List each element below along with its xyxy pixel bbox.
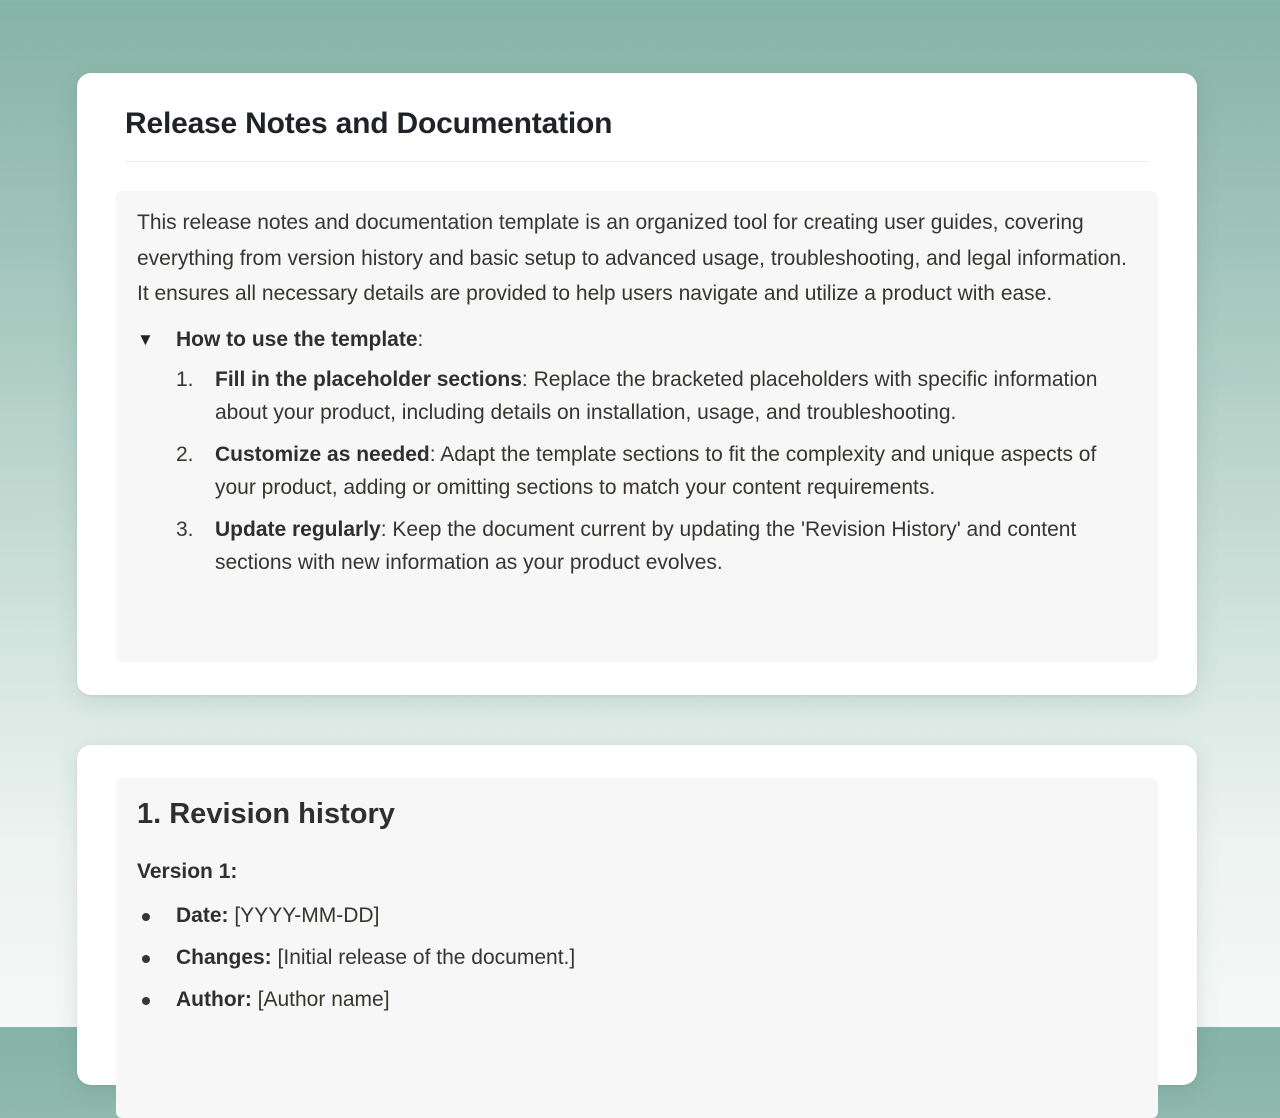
- intro-callout: [116, 191, 1158, 662]
- bullet-label: Date:: [176, 904, 229, 927]
- list-item: [176, 513, 1136, 579]
- bullet-content: [176, 900, 379, 932]
- step-title: Update regularly: [215, 517, 381, 541]
- usage-steps-list: [176, 363, 1136, 579]
- bullet-dot-icon: [137, 984, 176, 1016]
- toggle-label: [176, 324, 423, 356]
- intro-card: [77, 73, 1197, 695]
- bullet-dot-icon: [137, 900, 176, 932]
- revision-history-block: [116, 778, 1158, 1118]
- toggle-title: How to use the template: [176, 327, 418, 351]
- revision-history-card: [77, 745, 1197, 1085]
- bullet-label: Changes:: [176, 946, 272, 969]
- bullet-dot-icon: [137, 942, 176, 974]
- bullet-value: [Initial release of the document.]: [271, 946, 576, 969]
- bullet-value: [Author name]: [251, 988, 390, 1011]
- bullet-content: [176, 984, 390, 1016]
- step-title: Customize as needed: [215, 442, 430, 466]
- list-item: [137, 942, 1136, 974]
- list-item: [137, 984, 1136, 1016]
- list-item: [176, 363, 1136, 429]
- triangle-down-icon[interactable]: ▼: [137, 329, 154, 349]
- bullet-value: [YYYY-MM-DD]: [228, 904, 380, 927]
- version-label: Version 1:: [137, 860, 238, 883]
- step-number: 3.: [176, 517, 194, 541]
- intro-paragraph: This release notes and documentation template is an organized tool for creating user guides, covering everything from version history and basic setup to advanced usage, troubleshooting, and legal information. It ensures all necessary details are provided to help users navigate and utilize a product with ease.: [137, 211, 1127, 305]
- step-number: 2.: [176, 442, 194, 466]
- step-number: 1.: [176, 367, 194, 391]
- toggle-suffix: :: [417, 327, 424, 351]
- list-item: [137, 900, 1136, 932]
- revision-details-list: [137, 900, 1136, 1016]
- title-divider: [125, 161, 1149, 162]
- page-title: Release Notes and Documentation: [125, 107, 613, 140]
- step-title: Fill in the placeholder sections: [215, 367, 522, 391]
- bullet-content: [176, 942, 575, 974]
- list-item: [176, 438, 1136, 504]
- step-text: : Keep the document current by updating the 'Revision History' and content sections with new information as your product evolves.: [215, 517, 1077, 574]
- step-text: : Adapt the template sections to fit the complexity and unique aspects of your product, adding or omitting sections to match your content requirements.: [215, 442, 1097, 499]
- how-to-use-toggle[interactable]: [137, 324, 1136, 356]
- section-heading: 1. Revision history: [137, 798, 395, 830]
- step-body: [215, 438, 1136, 504]
- step-text: : Replace the bracketed placeholders with specific information about your product, including details on installation, usage, and troubleshooting.: [215, 367, 1098, 424]
- step-body: [215, 363, 1136, 429]
- bullet-label: Author:: [176, 988, 252, 1011]
- step-body: [215, 513, 1136, 579]
